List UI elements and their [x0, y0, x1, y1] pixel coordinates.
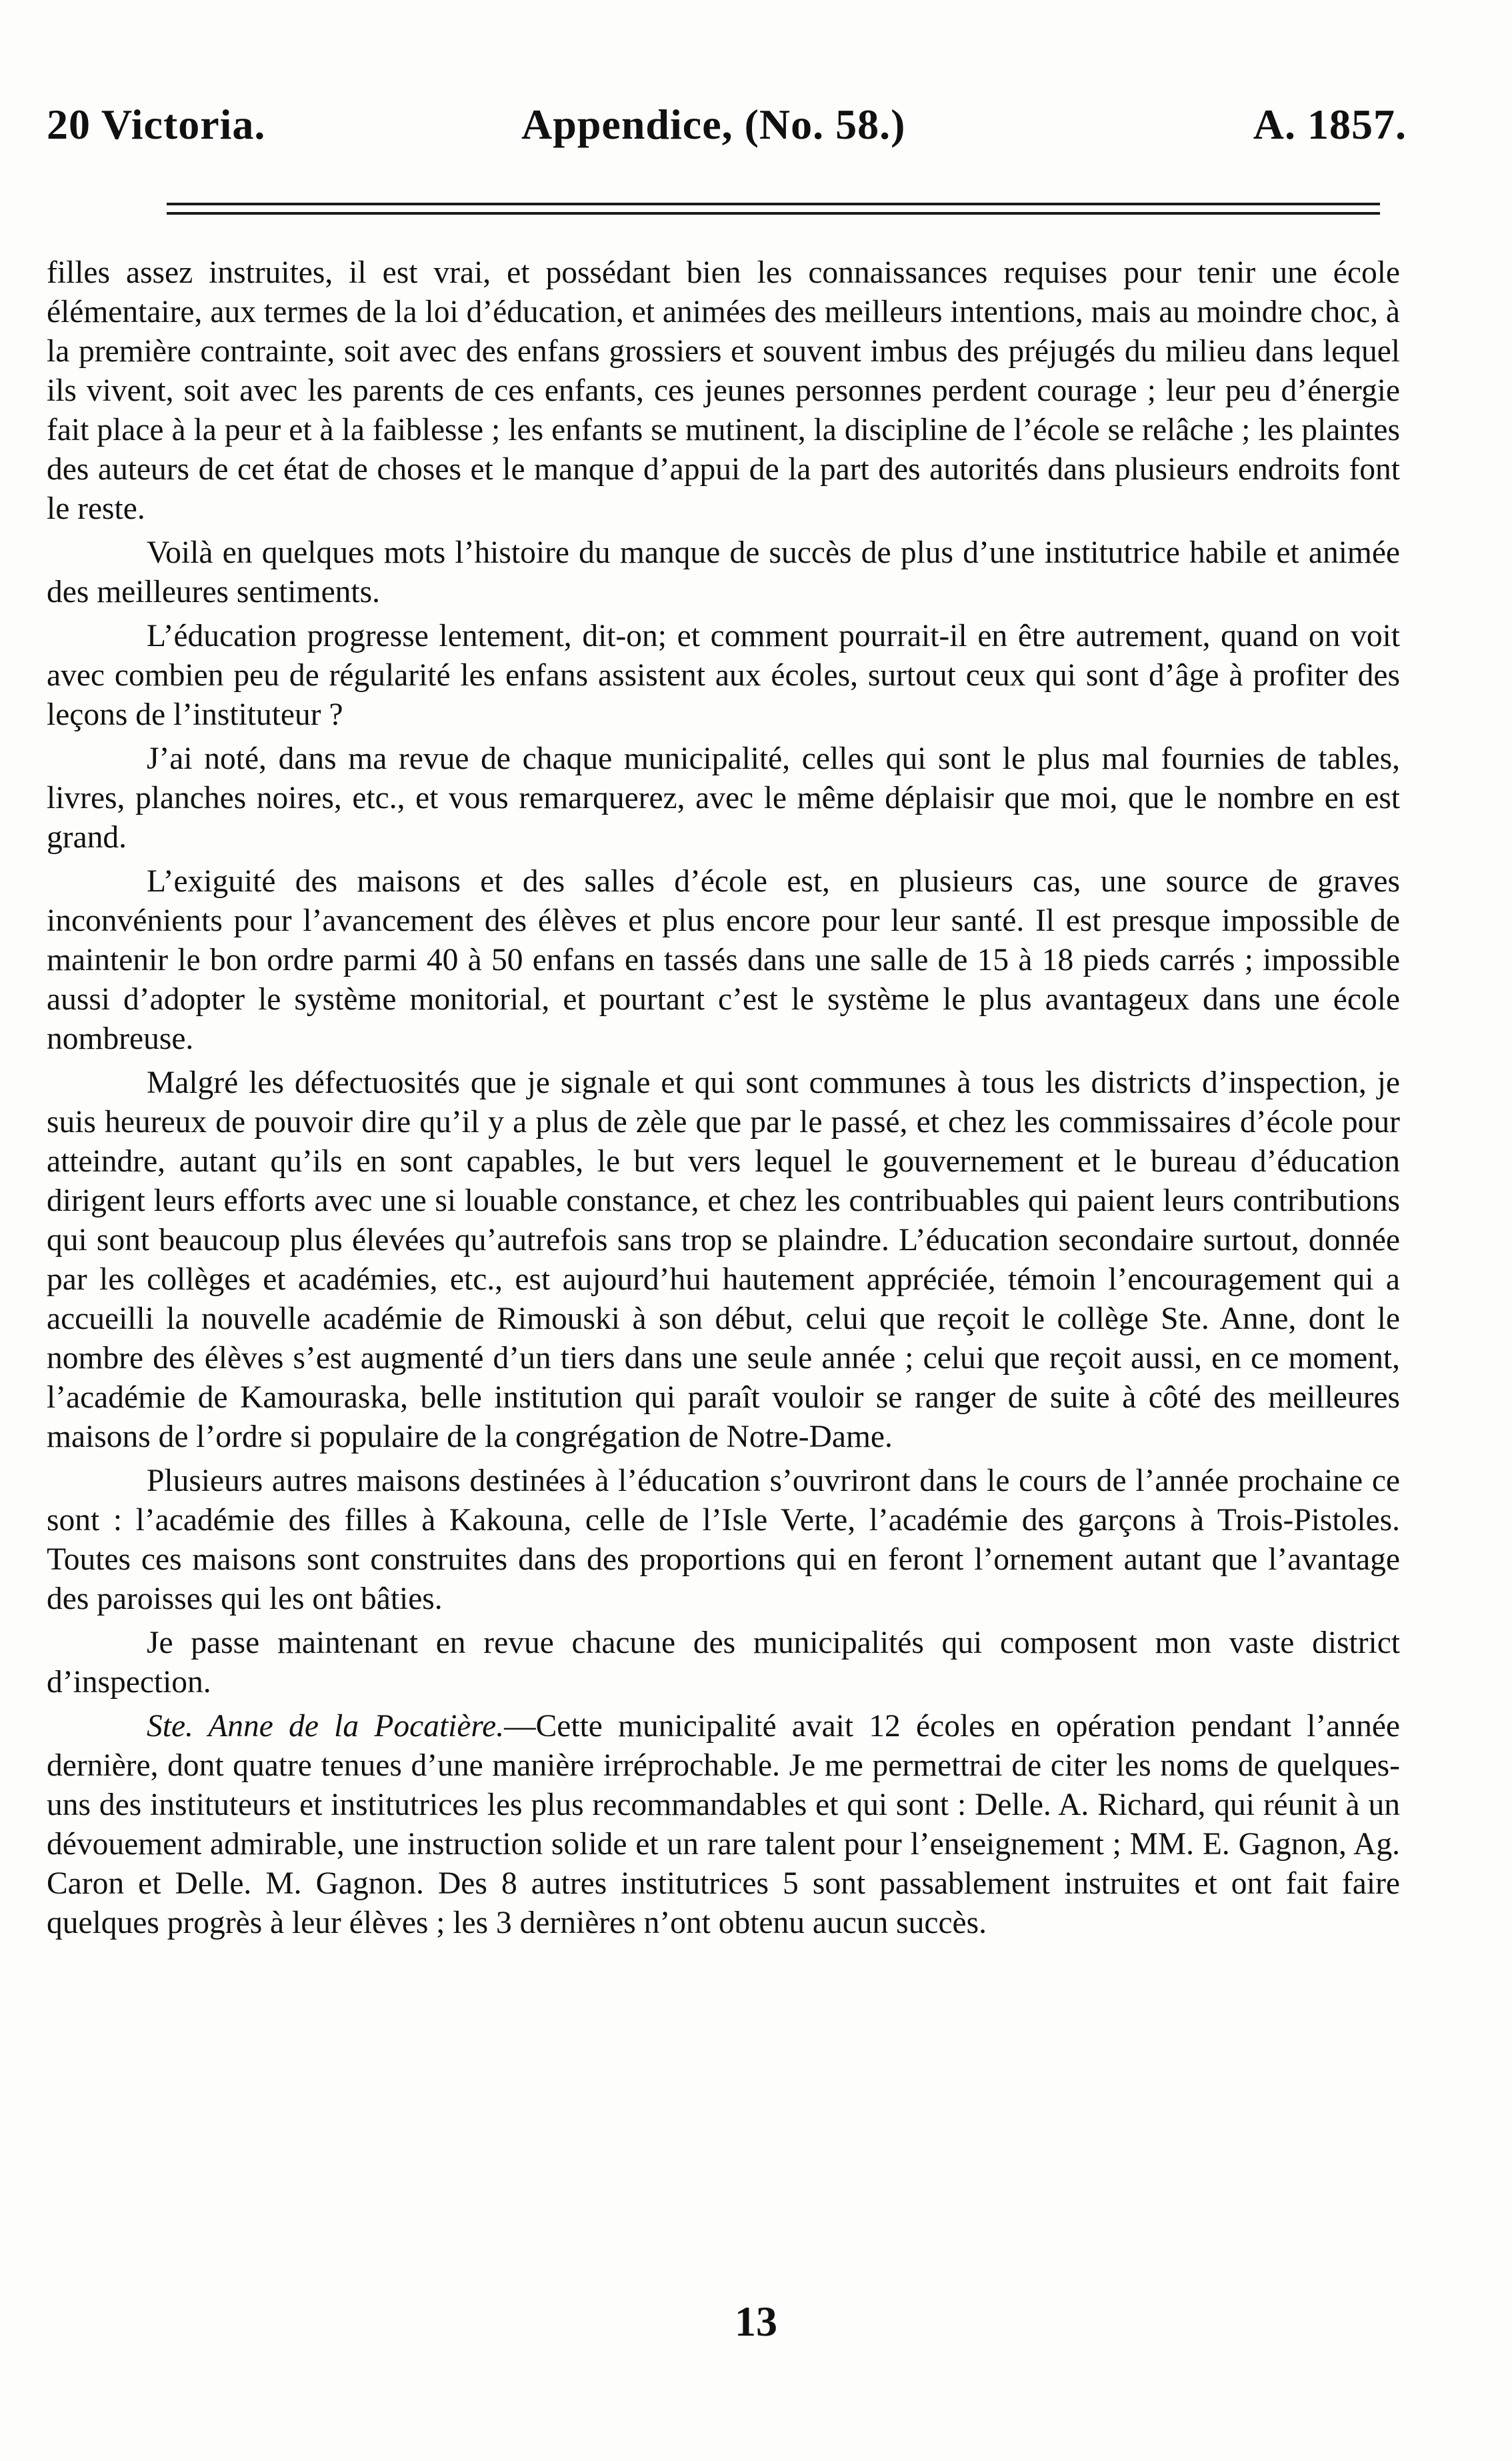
paragraph-continuation: filles assez instruites, il est vrai, et possédant bien les connaissances requises pour tenir une école élémentaire, aux termes de la loi d’éducation, et animées des meilleurs intentions, mais au moindre choc, à la première contrainte, soit avec des enfans grossiers et souvent imbus des préjugés du milieu dans lequel ils vivent, soit avec les parents de ces enfants, ces jeunes personnes perdent courage ; leur peu d’énergie fait place à la peur et à la faiblesse ; les enfants se mutinent, la discipline de l’école se relâche ; les plaintes des auteurs de cet état de choses et le manque d’appui de la part des autorités dans plusieurs endroits font le reste.: [47, 255, 1400, 526]
header-rule-bottom: [167, 212, 1380, 215]
municipality-report: —Cette municipalité avait 12 écoles en opération pendant l’année dernière, dont quatre tenues d’une manière irréprochable. Je me permettrai de citer les noms de quelques-uns des instituteurs et institutrices les plus recommandables et qui sont : Delle. A. Richard, qui réunit à un dévouement admirable, une instruction solide et un rare talent pour l’enseignement ; MM. E. Gagnon, Ag. Caron et Delle. M. Gagnon. Des 8 autres institutrices 5 sont passablement instruites et ont fait faire quelques progrès à leur élèves ; les 3 dernières n’ont obtenu aucun succès.: [47, 1709, 1400, 1940]
report-body: [47, 253, 1400, 1948]
paragraph-municipality: [47, 1707, 1400, 1943]
paragraph: L’exiguité des maisons et des salles d’école est, en plusieurs cas, une source de graves inconvénients pour l’avancement des élèves et plus encore pour leur santé. Il est presque impossible de maintenir le bon ordre parmi 40 à 50 enfans en tassés dans une salle de 15 à 18 pieds carrés ; impossible aussi d’adopter le système monitorial, et pourtant c’est le système le plus avantageux dans une école nombreuse.: [47, 864, 1400, 1056]
header-year: A. 1857.: [1253, 101, 1407, 148]
header-session: 20 Victoria.: [47, 101, 266, 148]
paragraph: J’ai noté, dans ma revue de chaque municipalité, celles qui sont le plus mal fournies de tables, livres, planches noires, etc., et vous remarquerez, avec le même déplaisir que moi, que le nombre en est grand.: [47, 741, 1400, 855]
paragraph: Plusieurs autres maisons destinées à l’éducation s’ouvriront dans le cours de l’année prochaine ce sont : l’académie des filles à Kakouna, celle de l’Isle Verte, l’académie des garçons à Trois-Pistoles. Toutes ces maisons sont construites dans des proportions qui en feront l’ornement autant que l’avantage des paroisses qui les ont bâties.: [47, 1464, 1400, 1616]
page-header: [47, 100, 1407, 160]
municipality-name: Ste. Anne de la Pocatière.: [147, 1709, 505, 1744]
header-rule-top: [167, 203, 1380, 205]
header-appendix: Appendice, (No. 58.): [521, 101, 906, 148]
paragraph: Voilà en quelques mots l’histoire du manque de succès de plus d’une institutrice habile et animée des meilleures sentiments.: [47, 535, 1400, 609]
paragraph: L’éducation progresse lentement, dit-on; et comment pourrait-il en être autrement, quand on voit avec combien peu de régularité les enfans assistent aux écoles, surtout ceux qui sont d’âge à profiter des leçons de l’instituteur ?: [47, 619, 1400, 732]
paragraph: Je passe maintenant en revue chacune des municipalités qui composent mon vaste district d’inspection.: [47, 1626, 1400, 1700]
paragraph: Malgré les défectuosités que je signale et qui sont communes à tous les districts d’inspection, je suis heureux de pouvoir dire qu’il y a plus de zèle que par le passé, et chez les commissaires d’école pour atteindre, autant qu’ils en sont capables, le but vers lequel le gouvernement et le bureau d’éducation dirigent leurs efforts avec une si louable constance, et chez les contribuables qui paient leurs contributions qui sont beaucoup plus élevées qu’autrefois sans trop se plaindre. L’éducation secondaire surtout, donnée par les collèges et académies, etc., est aujourd’hui hautement appréciée, témoin l’encouragement qui a accueilli la nouvelle académie de Rimouski à son début, celui que reçoit le collège Ste. Anne, dont le nombre des élèves s’est augmenté d’un tiers dans une seule année ; celui que reçoit aussi, en ce moment, l’académie de Kamouraska, belle institution qui paraît vouloir se ranger de suite à côté des meilleures maisons de l’ordre si populaire de la congrégation de Notre-Dame.: [47, 1065, 1400, 1454]
page-number: 13: [735, 2298, 777, 2345]
